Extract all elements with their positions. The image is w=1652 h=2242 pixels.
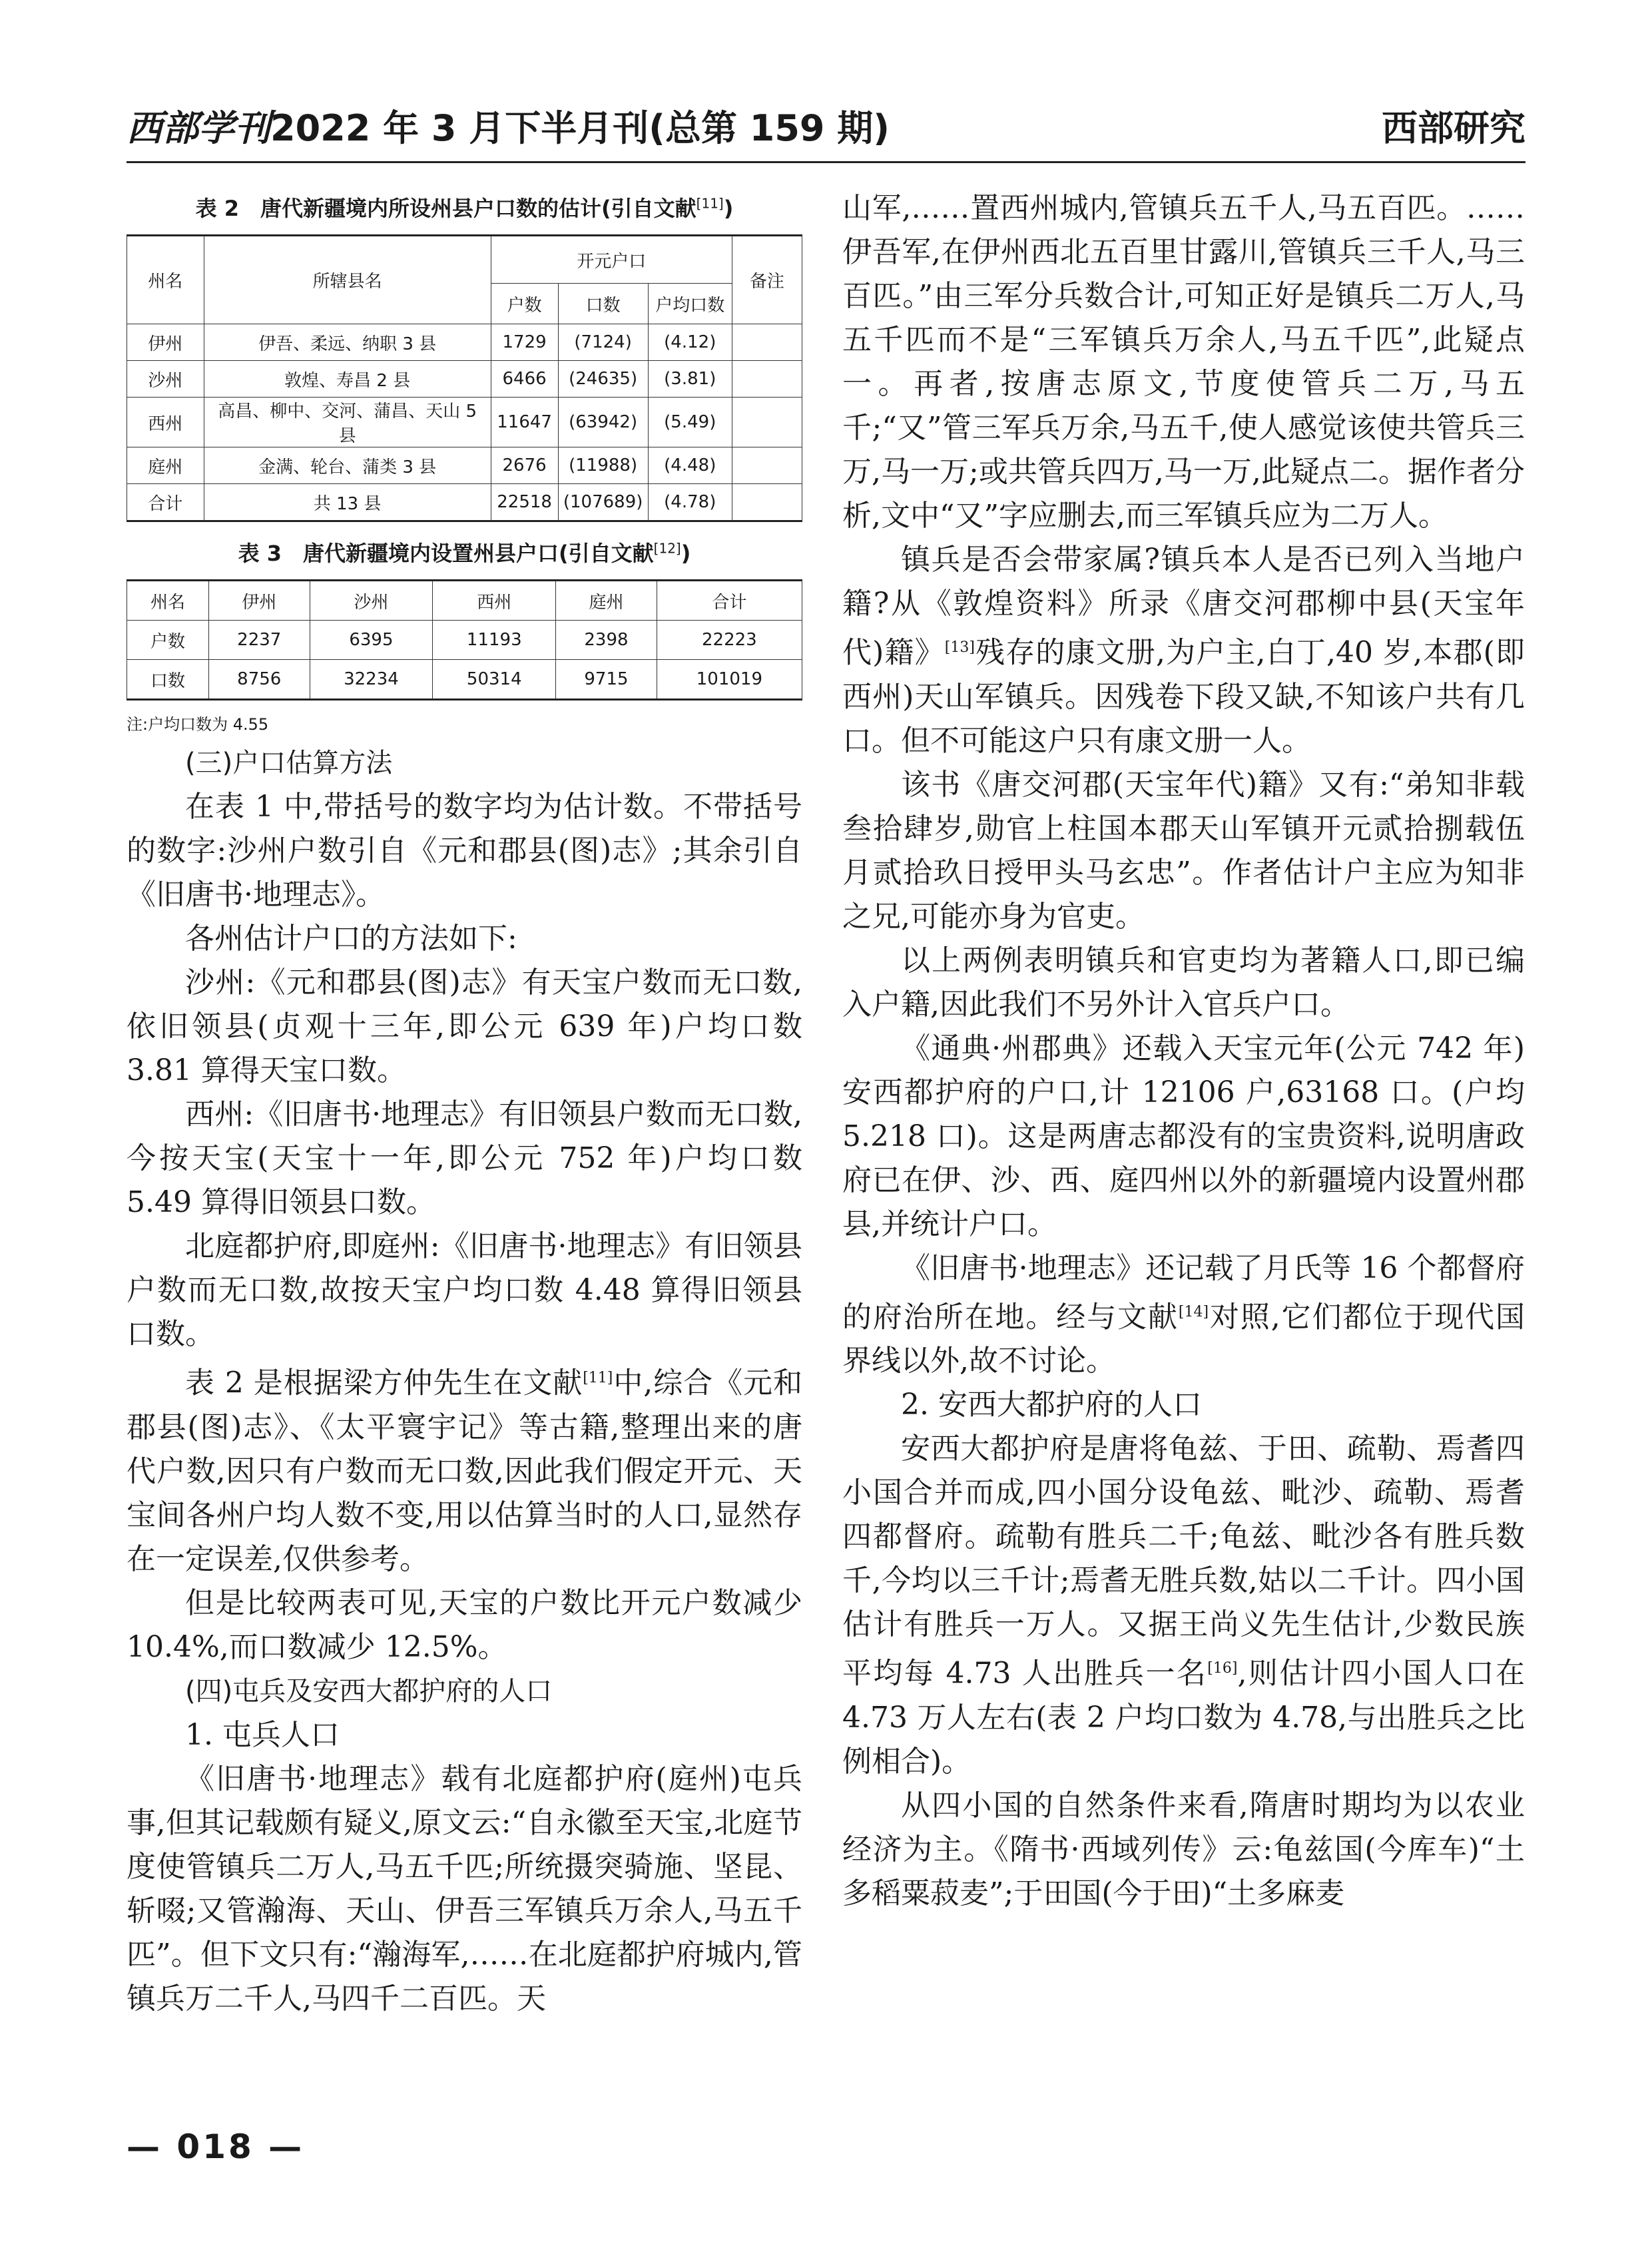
table2-caption-text: 表 2 唐代新疆境内所设州县户口数的估计(引自文献 xyxy=(195,196,696,221)
table2-subheader: 口数 xyxy=(558,284,648,324)
table2-header: 州名 xyxy=(127,236,204,324)
table-cell xyxy=(732,324,802,361)
table-cell: 9715 xyxy=(556,660,657,700)
table-cell: (3.81) xyxy=(648,361,732,398)
citation-ref: [11] xyxy=(583,1370,613,1386)
table2 xyxy=(127,234,802,522)
table2-header: 开元户口 xyxy=(491,236,732,284)
table3-ref: [12] xyxy=(653,540,681,557)
table2-caption xyxy=(127,192,802,222)
table-row xyxy=(127,324,802,361)
table2-subheader: 户均口数 xyxy=(648,284,732,324)
table-cell: (4.12) xyxy=(648,324,732,361)
section-heading: (三)户口估算方法 xyxy=(185,748,393,778)
paragraph: 1. 屯兵人口 xyxy=(185,1717,340,1752)
table-cell: 口数 xyxy=(127,660,209,700)
table-cell: 2237 xyxy=(208,621,310,660)
table-cell: 敦煌、寿昌 2 县 xyxy=(204,361,491,398)
header-rule xyxy=(127,161,1525,163)
table3-caption-end: ) xyxy=(681,541,691,566)
table-row xyxy=(127,621,802,660)
page-header xyxy=(127,100,1525,163)
table-header-cell: 伊州 xyxy=(208,581,310,621)
journal-title xyxy=(127,100,890,151)
table2-header: 备注 xyxy=(732,236,802,324)
table-cell: (63942) xyxy=(558,398,648,447)
table3-header-row xyxy=(127,581,802,621)
table-header-cell: 合计 xyxy=(657,581,802,621)
citation-ref: [14] xyxy=(1178,1303,1209,1320)
table-cell: 高昌、柳中、交河、蒲昌、天山 5 县 xyxy=(204,398,491,447)
table-cell: 户数 xyxy=(127,621,209,660)
table-row xyxy=(127,484,802,521)
left-body-text xyxy=(127,741,802,2021)
paragraph: 西州:《旧唐书·地理志》有旧领县户数而无口数,今按天宝(天宝十一年,即公元 752 年)户均口数 5.49 算得旧领县口数。 xyxy=(127,1097,802,1219)
table-cell: (4.78) xyxy=(648,484,732,521)
table-cell: 22223 xyxy=(657,621,802,660)
table-cell: 西州 xyxy=(127,398,204,447)
table3-caption xyxy=(127,537,802,567)
citation-ref: [13] xyxy=(944,639,975,656)
journal-logo: 西部学刊 xyxy=(127,107,270,149)
table2-ref: [11] xyxy=(696,195,724,212)
paragraph: 表 2 是根据梁方仲先生在文献[11]中,综合《元和郡县(图)志》、《太平寰宇记》等古籍,整理出来的唐代户数,因只有户数而无口数,因此我们假定开元、天宝间各州户均人数不变,用以估算当时的人口,显然存在一定误差,仅供参考。 xyxy=(127,1366,802,1576)
table-cell: 2398 xyxy=(556,621,657,660)
table-row xyxy=(127,447,802,484)
right-column xyxy=(842,186,1525,1916)
table-header-cell: 西州 xyxy=(433,581,556,621)
table2-caption-end: ) xyxy=(723,196,734,221)
paragraph: 《旧唐书·地理志》还记载了月氏等 16 个都督府的府治所在地。经与文献[14]对照,它们都位于现代国界线以外,故不讨论。 xyxy=(842,1251,1525,1378)
table-cell: 1729 xyxy=(491,324,558,361)
table-cell xyxy=(732,361,802,398)
table-cell: 沙州 xyxy=(127,361,204,398)
table3-note: 注:户均口数为 4.55 xyxy=(127,715,269,734)
paragraph: 《通典·州郡典》还载入天宝元年(公元 742 年)安西都护府的户口,计 12106 户,63168 口。(户均 5.218 口)。这是两唐志都没有的宝贵资料,说明唐政府已在伊、沙、西、庭四州以外的新疆境内设置州郡县,并统计户口。 xyxy=(842,1031,1525,1241)
table-cell: (7124) xyxy=(558,324,648,361)
table-cell: 伊州 xyxy=(127,324,204,361)
table-cell xyxy=(732,447,802,484)
table-cell: 32234 xyxy=(310,660,433,700)
table-cell: 8756 xyxy=(208,660,310,700)
paragraph: 该书《唐交河郡(天宝年代)籍》又有:“弟知非载叁拾肆岁,勋官上柱国本郡天山军镇开元贰拾捌载伍月贰拾玖日授甲头马玄忠”。作者估计户主应为知非之兄,可能亦身为官吏。 xyxy=(842,767,1525,934)
paragraph: 镇兵是否会带家属?镇兵本人是否已列入当地户籍?从《敦煌资料》所录《唐交河郡柳中县(天宝年代)籍》[13]残存的康文册,为户主,白丁,40 岁,本郡(即西州)天山军镇兵。因残卷下段又缺,不知该户共有几口。但不可能这户只有康文册一人。 xyxy=(842,543,1525,758)
paragraph: 从四小国的自然条件来看,隋唐时期均为以农业经济为主。《隋书·西域列传》云:龟兹国(今库车)“土多稻粟菽麦”;于田国(今于田)“土多麻麦 xyxy=(842,1788,1525,1910)
citation-ref: [16] xyxy=(1207,1660,1238,1677)
table-header-cell: 州名 xyxy=(127,581,209,621)
table-cell xyxy=(732,484,802,521)
table-cell: 11193 xyxy=(433,621,556,660)
left-column xyxy=(127,186,802,2021)
table-cell: (4.48) xyxy=(648,447,732,484)
section-heading: (四)屯兵及安西大都护府的人口 xyxy=(185,1675,553,1707)
paragraph: 沙州:《元和郡县(图)志》有天宝户数而无口数,依旧领县(贞观十三年,即公元 639 年)户均口数 3.81 算得天宝口数。 xyxy=(127,966,802,1087)
issue-info: 2022 年 3 月下半月刊(总第 159 期) xyxy=(270,107,890,149)
table-cell: 6466 xyxy=(491,361,558,398)
table-cell: 101019 xyxy=(657,660,802,700)
table-cell: 金满、轮台、蒲类 3 县 xyxy=(204,447,491,484)
table-cell: 共 13 县 xyxy=(204,484,491,521)
paragraph: 北庭都护府,即庭州:《旧唐书·地理志》有旧领县户数而无口数,故按天宝户均口数 4.48 算得旧领县口数。 xyxy=(127,1229,802,1351)
table-row xyxy=(127,660,802,700)
table-cell xyxy=(732,398,802,447)
table3-caption-text: 表 3 唐代新疆境内设置州县户口(引自文献 xyxy=(238,541,654,566)
right-body-text xyxy=(842,186,1525,1916)
table-cell: 伊吾、柔远、纳职 3 县 xyxy=(204,324,491,361)
paragraph: 山军,……置西州城内,管镇兵五千人,马五百匹。……伊吾军,在伊州西北五百里甘露川,管镇兵三千人,马三百匹。”由三军分兵数合计,可知正好是镇兵二万人,马五千匹而不是“三军镇兵万余人,马五千匹”,此疑点一。再者,按唐志原文,节度使管兵二万,马五千;“又”管三军兵万余,马五千,使人感觉该使共管兵三万,马一万;或共管兵四万,马一万,此疑点二。据作者分析,文中“又”字应删去,而三军镇兵应为二万人。 xyxy=(842,191,1525,533)
table-cell: 2676 xyxy=(491,447,558,484)
table-cell: (11988) xyxy=(558,447,648,484)
paragraph: 《旧唐书·地理志》载有北庭都护府(庭州)屯兵事,但其记载颇有疑义,原文云:“自永徽至天宝,北庭节度使管镇兵二万人,马五千匹;所统摄突骑施、坚昆、斩啜;又管瀚海、天山、伊吾三军镇兵万余人,马五千匹”。但下文只有:“瀚海军,……在北庭都护府城内,管镇兵万二千人,马四千二百匹。天 xyxy=(127,1761,802,2016)
section-name: 西部研究 xyxy=(1382,107,1525,149)
paragraph: 各州估计户口的方法如下: xyxy=(185,922,517,956)
paragraph: 以上两例表明镇兵和官吏均为著籍人口,即已编入户籍,因此我们不另外计入官兵户口。 xyxy=(842,943,1525,1021)
table-cell: 庭州 xyxy=(127,447,204,484)
table-cell: 50314 xyxy=(433,660,556,700)
paragraph: 安西大都护府是唐将龟兹、于田、疏勒、焉耆四小国合并而成,四小国分设龟兹、毗沙、疏勒、焉耆四都督府。疏勒有胜兵二千;龟兹、毗沙各有胜兵数千,今均以三千计;焉耆无胜兵数,姑以二千计。四小国估计有胜兵一万人。又据王尚义先生估计,少数民族平均每 4.73 人出胜兵一名[16],则估计四小国人口在 4.73 万人左右(表 2 户均口数为 4.78,与出胜兵之比例相合)。 xyxy=(842,1432,1525,1779)
table-row xyxy=(127,398,802,447)
paragraph: 2. 安西大都护府的人口 xyxy=(901,1388,1202,1422)
table3 xyxy=(127,579,802,701)
table-cell: 6395 xyxy=(310,621,433,660)
table-header-cell: 庭州 xyxy=(556,581,657,621)
paragraph: 在表 1 中,带括号的数字均为估计数。不带括号的数字:沙州户数引自《元和郡县(图)志》;其余引自《旧唐书·地理志》。 xyxy=(127,790,802,912)
table-cell: 11647 xyxy=(491,398,558,447)
table2-subheader: 户数 xyxy=(491,284,558,324)
table-cell: (24635) xyxy=(558,361,648,398)
table-cell: (107689) xyxy=(558,484,648,521)
table-cell: 22518 xyxy=(491,484,558,521)
table-cell: 合计 xyxy=(127,484,204,521)
table2-header: 所辖县名 xyxy=(204,236,491,324)
table-header-cell: 沙州 xyxy=(310,581,433,621)
page-number: — 018 — xyxy=(127,2127,305,2166)
table-row xyxy=(127,361,802,398)
paragraph: 但是比较两表可见,天宝的户数比开元户数减少 10.4%,而口数减少 12.5%。 xyxy=(127,1585,802,1664)
table-cell: (5.49) xyxy=(648,398,732,447)
